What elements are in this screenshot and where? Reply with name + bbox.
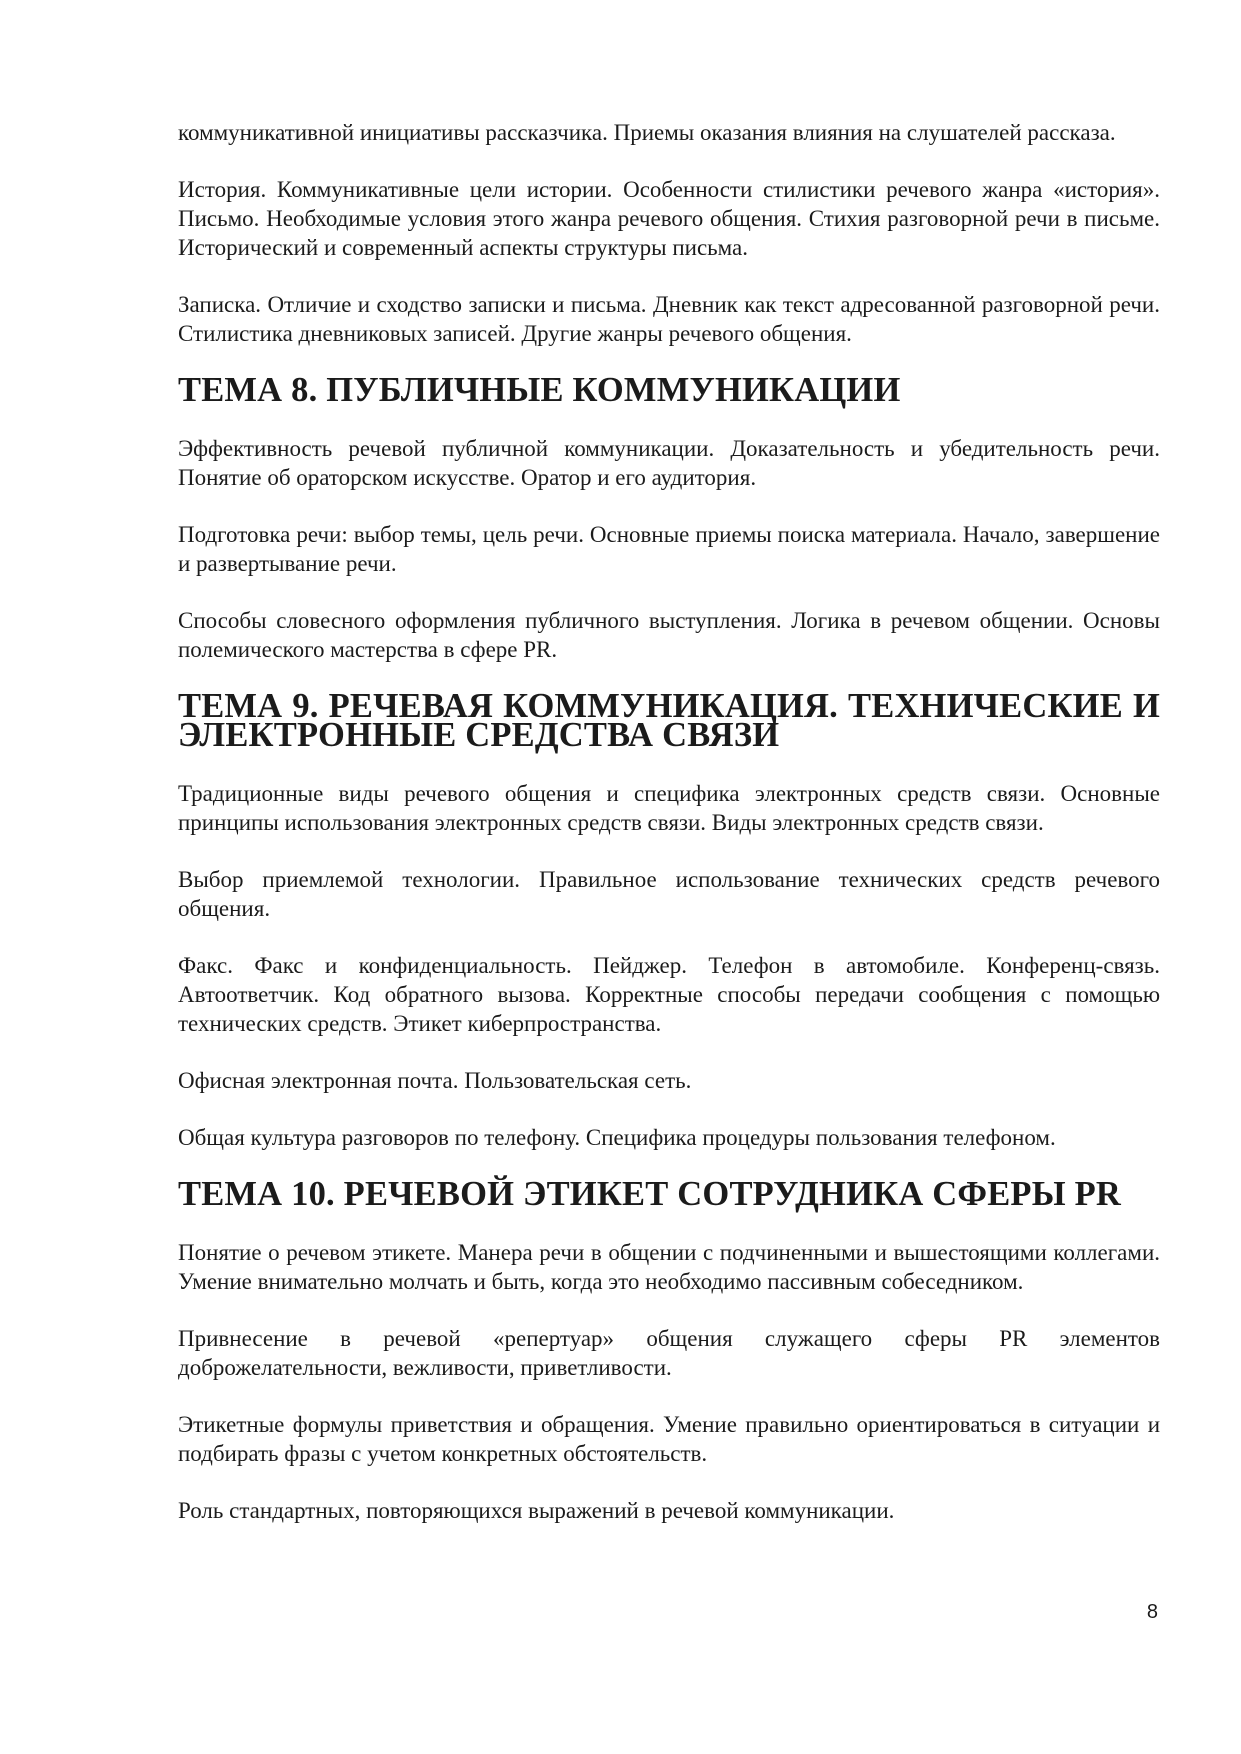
paragraph: Способы словесного оформления публичного выступления. Логика в речевом общении. Основы полемического мастерства в сфере PR. [178, 608, 1160, 662]
page-number: 8 [1146, 1601, 1158, 1623]
section-heading-topic-8: ТЕМА 8. ПУБЛИЧНЫЕ КОММУНИКАЦИИ [178, 371, 901, 409]
paragraph: История. Коммуникативные цели истории. Особенности стилистики речевого жанра «история». Письмо. Необходимые условия этого жанра речевого общения. Стихия разговорной речи в письме. Исторический и современный аспекты структуры письма. [178, 177, 1160, 260]
paragraph: Офисная электронная почта. Пользовательская сеть. [178, 1068, 692, 1093]
page-content [178, 118, 1160, 1553]
paragraph: Факс. Факс и конфиденциальность. Пейджер. Телефон в автомобиле. Конференц-связь. Автоответчик. Код обратного вызова. Корректные способы передачи сообщения с помощью технических средств. Этикет киберпространства. [178, 953, 1160, 1036]
paragraph: Понятие о речевом этикете. Манера речи в общении с подчиненными и вышестоящими коллегами. Умение внимательно молчать и быть, когда это необходимо пассивным собеседником. [178, 1240, 1160, 1294]
paragraph: Подготовка речи: выбор темы, цель речи. Основные приемы поиска материала. Начало, завершение и развертывание речи. [178, 522, 1160, 576]
paragraph: Традиционные виды речевого общения и специфика электронных средств связи. Основные принципы использования электронных средств связи. Виды электронных средств связи. [178, 781, 1160, 835]
paragraph: коммуникативной инициативы рассказчика. Приемы оказания влияния на слушателей рассказа. [178, 120, 1116, 145]
paragraph: Этикетные формулы приветствия и обращения. Умение правильно ориентироваться в ситуации и подбирать фразы с учетом конкретных обстоятельств. [178, 1412, 1160, 1466]
paragraph: Привнесение в речевой «репертуар» общения служащего сферы PR элементов доброжелательности, вежливости, приветливости. [178, 1326, 1160, 1380]
paragraph: Эффективность речевой публичной коммуникации. Доказательность и убедительность речи. Понятие об ораторском искусстве. Оратор и его аудитория. [178, 436, 1160, 490]
paragraph: Роль стандартных, повторяющихся выражений в речевой коммуникации. [178, 1498, 895, 1523]
paragraph: Выбор приемлемой технологии. Правильное использование технических средств речевого общения. [178, 867, 1160, 921]
section-heading-topic-9: ТЕМА 9. РЕЧЕВАЯ КОММУНИКАЦИЯ. ТЕХНИЧЕСКИЕ И ЭЛЕКТРОННЫЕ СРЕДСТВА СВЯЗИ [178, 687, 1160, 754]
section-heading-topic-10: ТЕМА 10. РЕЧЕВОЙ ЭТИКЕТ СОТРУДНИКА СФЕРЫ PR [178, 1175, 1121, 1213]
paragraph: Общая культура разговоров по телефону. Специфика процедуры пользования телефоном. [178, 1125, 1056, 1150]
paragraph: Записка. Отличие и сходство записки и письма. Дневник как текст адресованной разговорной речи. Стилистика дневниковых записей. Другие жанры речевого общения. [178, 292, 1160, 346]
